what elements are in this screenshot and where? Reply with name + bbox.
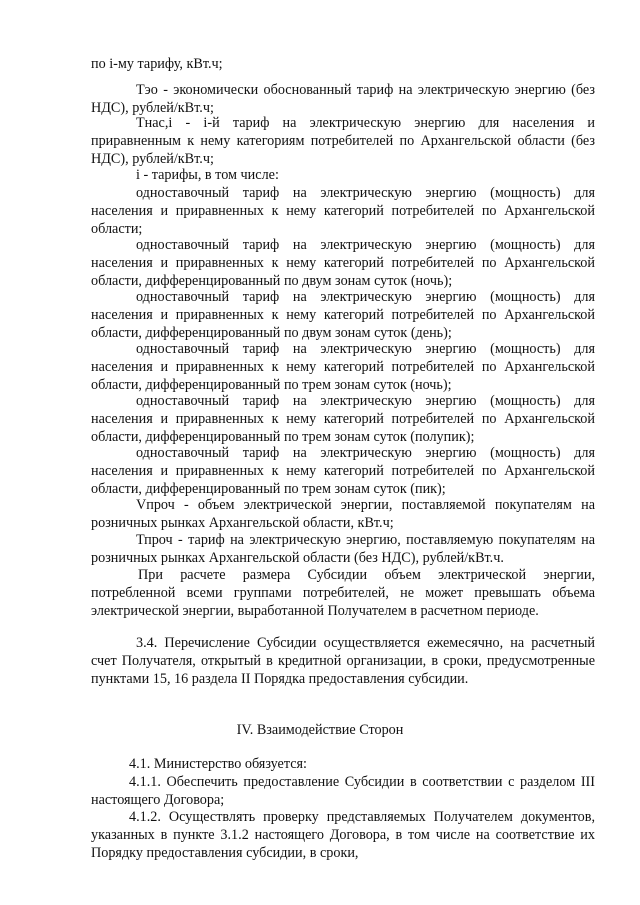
paragraph-tariff-5: одноставочный тариф на электрическую энергию (мощность) для населения и приравненных к нему категорий потребителей по Архангельской области, дифференцированный по трем зонам суток (полупик); — [91, 393, 595, 445]
paragraph-4-1: 4.1. Министерство обязуется: — [129, 756, 307, 772]
paragraph-tproch: Тпроч - тариф на электрическую энергию, поставляемую покупателям на розничных рынках Архангельской области (без НДС), рублей/кВт.ч. — [91, 532, 595, 566]
paragraph-tariff-3: одноставочный тариф на электрическую энергию (мощность) для населения и приравненных к нему категорий потребителей по Архангельской области, дифференцированный по двум зонам суток (день); — [91, 289, 595, 341]
paragraph-tariff-6: одноставочный тариф на электрическую энергию (мощность) для населения и приравненных к нему категорий потребителей по Архангельской области, дифференцированный по трем зонам суток (пик); — [91, 445, 595, 497]
paragraph-tariffs-intro: i - тарифы, в том числе: — [136, 167, 279, 183]
paragraph-tariff-1: одноставочный тариф на электрическую энергию (мощность) для населения и приравненных к нему категорий потребителей по Архангельской области; — [91, 185, 595, 237]
paragraph-tnas: Тнас,i - i-й тариф на электрическую энергию для населения и приравненным к нему категориям потребителей по Архангельской области (без НДС), рублей/кВт.ч; — [91, 115, 595, 167]
paragraph-tariff-4: одноставочный тариф на электрическую энергию (мощность) для населения и приравненных к нему категорий потребителей по Архангельской области, дифференцированный по трем зонам суток (ночь); — [91, 341, 595, 393]
paragraph-3-4: 3.4. Перечисление Субсидии осуществляется ежемесячно, на расчетный счет Получателя, открытый в кредитной организации, в сроки, предусмотренные пунктами 15, 16 раздела II Порядка предоставления субсидии. — [91, 635, 595, 687]
paragraph-teo: Тэо - экономически обоснованный тариф на электрическую энергию (без НДС), рублей/кВт.ч; — [91, 82, 595, 116]
paragraph-4-1-1: 4.1.1. Обеспечить предоставление Субсидии в соответствии с разделом III настоящего Договора; — [91, 774, 595, 808]
paragraph-calculation-note: При расчете размера Субсидии объем электрической энергии, потребленной всеми группами потребителей, не может превышать объема электрической энергии, выработанной Получателем в расчетном периоде. — [91, 567, 595, 619]
section-heading: IV. Взаимодействие Сторон — [236, 722, 404, 738]
paragraph-tariff-2: одноставочный тариф на электрическую энергию (мощность) для населения и приравненных к нему категорий потребителей по Архангельской области, дифференцированный по двум зонам суток (ночь); — [91, 237, 595, 289]
paragraph-4-1-2: 4.1.2. Осуществлять проверку представляемых Получателем документов, указанных в пункте 3.1.2 настоящего Договора, в том числе на соответствие их Порядку предоставления субсидии, в сроки, — [91, 809, 595, 861]
paragraph-continuation: по i-му тарифу, кВт.ч; — [91, 56, 223, 72]
paragraph-vproch: Vпроч - объем электрической энергии, поставляемой покупателям на розничных рынках Архангельской области, кВт.ч; — [91, 497, 595, 531]
